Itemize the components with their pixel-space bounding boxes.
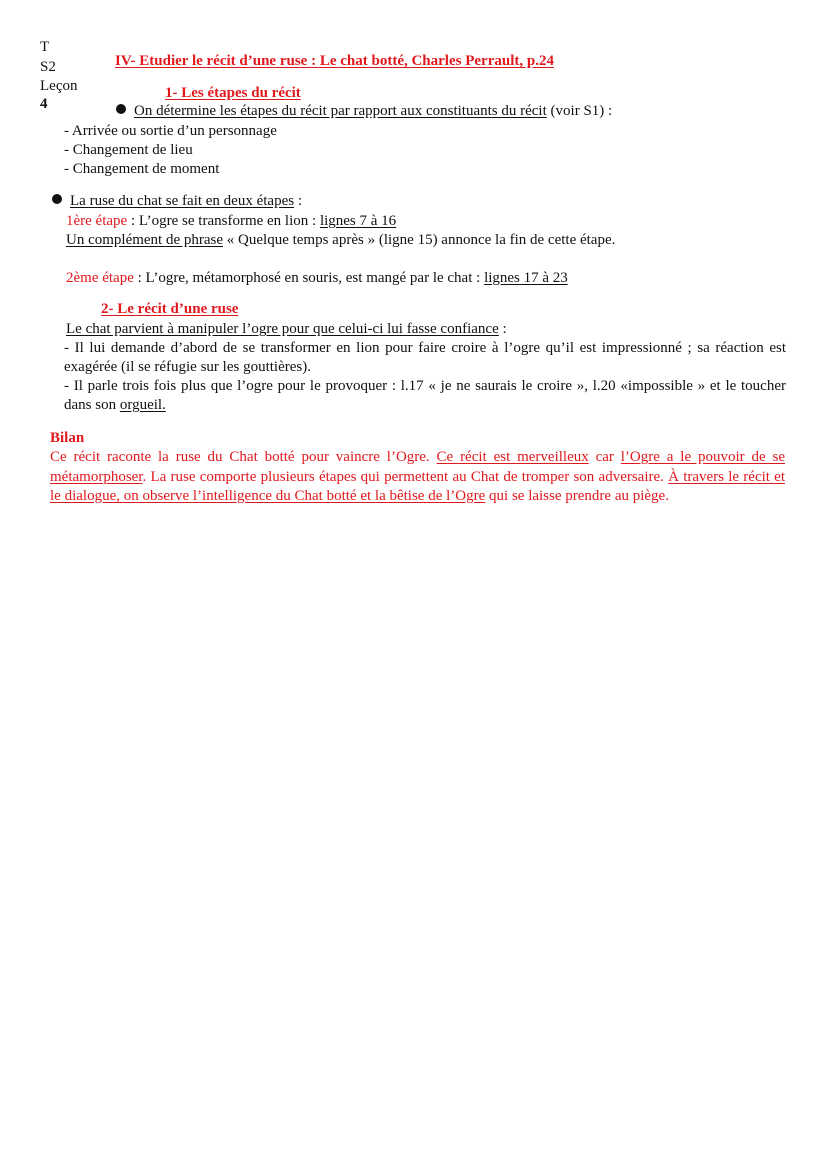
bilan-part: . La ruse comporte plusieurs étapes qui permettent au Chat de tromper son adversaire. <box>142 468 669 485</box>
ruse-intro-underlined: La ruse du chat se fait en deux étapes <box>70 193 295 209</box>
section2-heading: 2- Le récit d’une ruse <box>101 301 239 317</box>
bilan-part: car <box>588 449 621 465</box>
complement-rest: « Quelque temps après » (ligne 15) annonce la fin de cette étape. <box>223 232 616 248</box>
margin-lesson-label: Leçon <box>40 78 78 94</box>
complement-underlined: Un complément de phrase <box>66 232 224 248</box>
bilan-heading: Bilan <box>50 430 85 446</box>
step2-line <box>66 269 568 288</box>
step1-line <box>66 212 396 231</box>
list-item: - Arrivée ou sortie d’un personnage <box>64 123 277 139</box>
section1-intro-underlined: On détermine les étapes du récit par rapport aux constituants du récit <box>134 103 547 119</box>
section1-intro-rest: (voir S1) : <box>546 103 613 119</box>
bilan-paragraph <box>50 448 785 507</box>
bullet-icon <box>52 194 62 204</box>
section2-intro-underlined: Le chat parvient à manipuler l’ogre pour que celui-ci lui fasse confiance <box>66 321 499 337</box>
step1-lines: lignes 7 à 16 <box>319 213 397 229</box>
complement-line <box>66 231 615 250</box>
bilan-part-underlined: Ce récit est merveilleux <box>436 449 589 465</box>
section1-heading: 1- Les étapes du récit <box>165 85 301 101</box>
section2-intro <box>66 320 507 339</box>
step2-label: 2ème étape <box>66 270 134 286</box>
bullet-icon <box>116 104 126 114</box>
margin-level: T <box>40 39 50 55</box>
step2-lines: lignes 17 à 23 <box>484 270 568 286</box>
section2-intro-rest: : <box>498 321 507 337</box>
list-item: - Changement de moment <box>64 161 220 177</box>
bilan-part: qui se laisse prendre au piège. <box>485 488 669 504</box>
ruse-intro <box>52 192 302 211</box>
margin-lesson-number: 4 <box>40 96 48 112</box>
bilan-part-underlined: l’Ogre a le pouvoir de se métamorphoser <box>50 449 785 485</box>
step1-label: 1ère étape <box>66 213 128 229</box>
margin-sequence: S2 <box>40 59 56 75</box>
ruse-intro-rest: : <box>294 193 302 209</box>
page-title: IV- Etudier le récit d’une ruse : Le chat botté, Charles Perrault, p.24 <box>115 53 554 69</box>
list-item: - Changement de lieu <box>64 142 193 158</box>
bilan-part-underlined: À travers le récit et le dialogue, on observe l’intelligence du Chat botté et la bêtise de l’Ogre <box>50 468 785 504</box>
section2-paragraph-2 <box>64 377 786 415</box>
bilan-part: Ce récit raconte la ruse du Chat botté pour vaincre l’Ogre. <box>50 449 437 465</box>
section2-paragraph-1: - Il lui demande d’abord de se transformer en lion pour faire croire à l’ogre qu’il est impressionné ; sa réaction est exagérée (il se réfugie sur les gouttières). <box>64 340 786 375</box>
step1-text: : L’ogre se transforme en lion : <box>127 213 320 229</box>
step2-text: : L’ogre, métamorphosé en souris, est mangé par le chat : <box>133 270 485 286</box>
section2-paragraph-2-text: - Il parle trois fois plus que l’ogre pour le provoquer : l.17 « je ne saurais le croire », l.20 «impossible » et le toucher dans son <box>64 378 786 413</box>
section2-paragraph-2-underlined: orgueil. <box>119 397 166 413</box>
section1-intro <box>116 102 612 121</box>
